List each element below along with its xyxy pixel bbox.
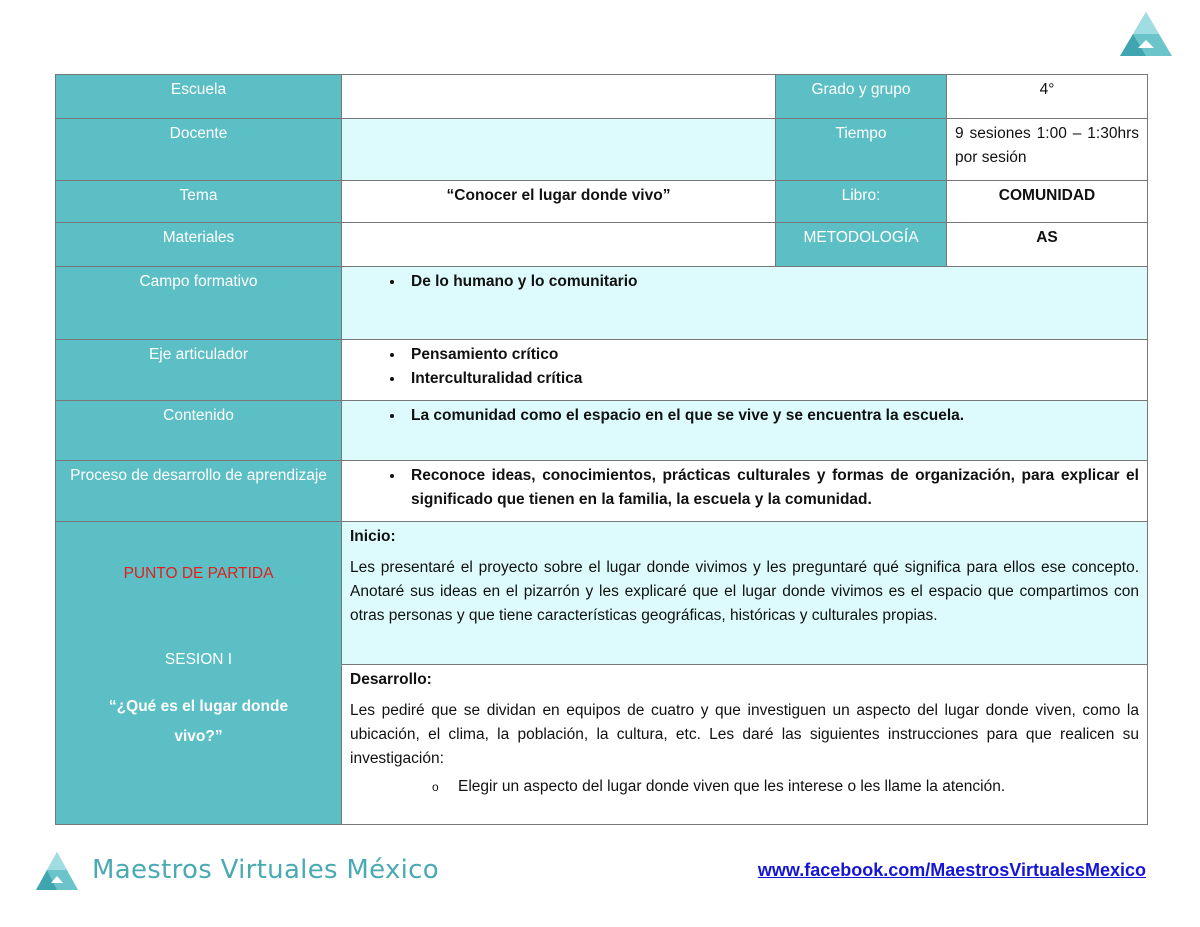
desarrollo-sub-item-text: Elegir un aspecto del lugar donde viven que les interese o les llame la atención. (458, 778, 1006, 795)
proceso-item: • Reconoce ideas, conocimientos, prácticas culturales y formas de organización, para explicar el significado que tienen en la familia, la escuela y la comunidad. (405, 464, 1139, 512)
tiempo-value: 9 sesiones 1:00 – 1:30hrs por sesión (947, 119, 1148, 181)
session-label-cell (56, 522, 342, 825)
eje-item: • Pensamiento crítico (405, 343, 1139, 367)
campo-value (342, 267, 1148, 340)
tema-label: Tema (56, 181, 342, 223)
desarrollo-title: Desarrollo: (350, 671, 432, 688)
proceso-label: Proceso de desarrollo de aprendizaje (56, 461, 342, 522)
session-question: “¿Qué es el lugar donde vivo?” (108, 698, 289, 745)
inicio-cell (342, 522, 1148, 665)
contenido-label: Contenido (56, 401, 342, 461)
libro-label: Libro: (776, 181, 947, 223)
escuela-value (342, 75, 776, 119)
desarrollo-sub-item (432, 775, 1139, 799)
footer-logo-icon (34, 850, 80, 892)
materiales-label: Materiales (56, 223, 342, 267)
metodologia-label: METODOLOGÍA (776, 223, 947, 267)
inicio-text: Les presentaré el proyecto sobre el lugar donde vivimos y les preguntaré qué significa para ellos ese concepto. Anotaré sus ideas en el pizarrón y les explicaré que el lugar donde vivimos es el espacio que compartimos con otras personas y que tiene características geográficas, históricas y culturales propias. (350, 559, 1139, 624)
session-number: SESION I (164, 651, 233, 668)
docente-value (342, 119, 776, 181)
docente-label: Docente (56, 119, 342, 181)
grado-value: 4° (947, 75, 1148, 119)
libro-value: COMUNIDAD (947, 181, 1148, 223)
escuela-label: Escuela (56, 75, 342, 119)
contenido-item: • La comunidad como el espacio en el que se vive y se encuentra la escuela. (405, 404, 1139, 428)
inicio-title: Inicio: (350, 528, 396, 545)
proceso-value (342, 461, 1148, 522)
tema-value: “Conocer el lugar donde vivo” (342, 181, 776, 223)
campo-label: Campo formativo (56, 267, 342, 340)
materiales-value (342, 223, 776, 267)
campo-item: • De lo humano y lo comunitario (405, 270, 1139, 294)
punto-de-partida: PUNTO DE PARTIDA (123, 565, 274, 582)
brand-logo-icon (1118, 10, 1174, 58)
lesson-plan-table (55, 74, 1148, 825)
contenido-value (342, 401, 1148, 461)
brand-name: Maestros Virtuales México (92, 855, 439, 885)
eje-value (342, 340, 1148, 401)
metodologia-value: AS (947, 223, 1148, 267)
facebook-link[interactable]: www.facebook.com/MaestrosVirtualesMexico (757, 860, 1146, 880)
eje-item: • Interculturalidad crítica (405, 367, 1139, 391)
circle-bullet-icon: o (432, 780, 439, 794)
tiempo-label: Tiempo (776, 119, 947, 181)
eje-label: Eje articulador (56, 340, 342, 401)
desarrollo-cell (342, 665, 1148, 825)
desarrollo-text: Les pediré que se dividan en equipos de cuatro y que investiguen un aspecto del lugar donde viven, como la ubicación, el clima, la población, la cultura, etc. Les daré las siguientes instrucciones para que realicen su investigación: (350, 702, 1139, 767)
grado-label: Grado y grupo (776, 75, 947, 119)
